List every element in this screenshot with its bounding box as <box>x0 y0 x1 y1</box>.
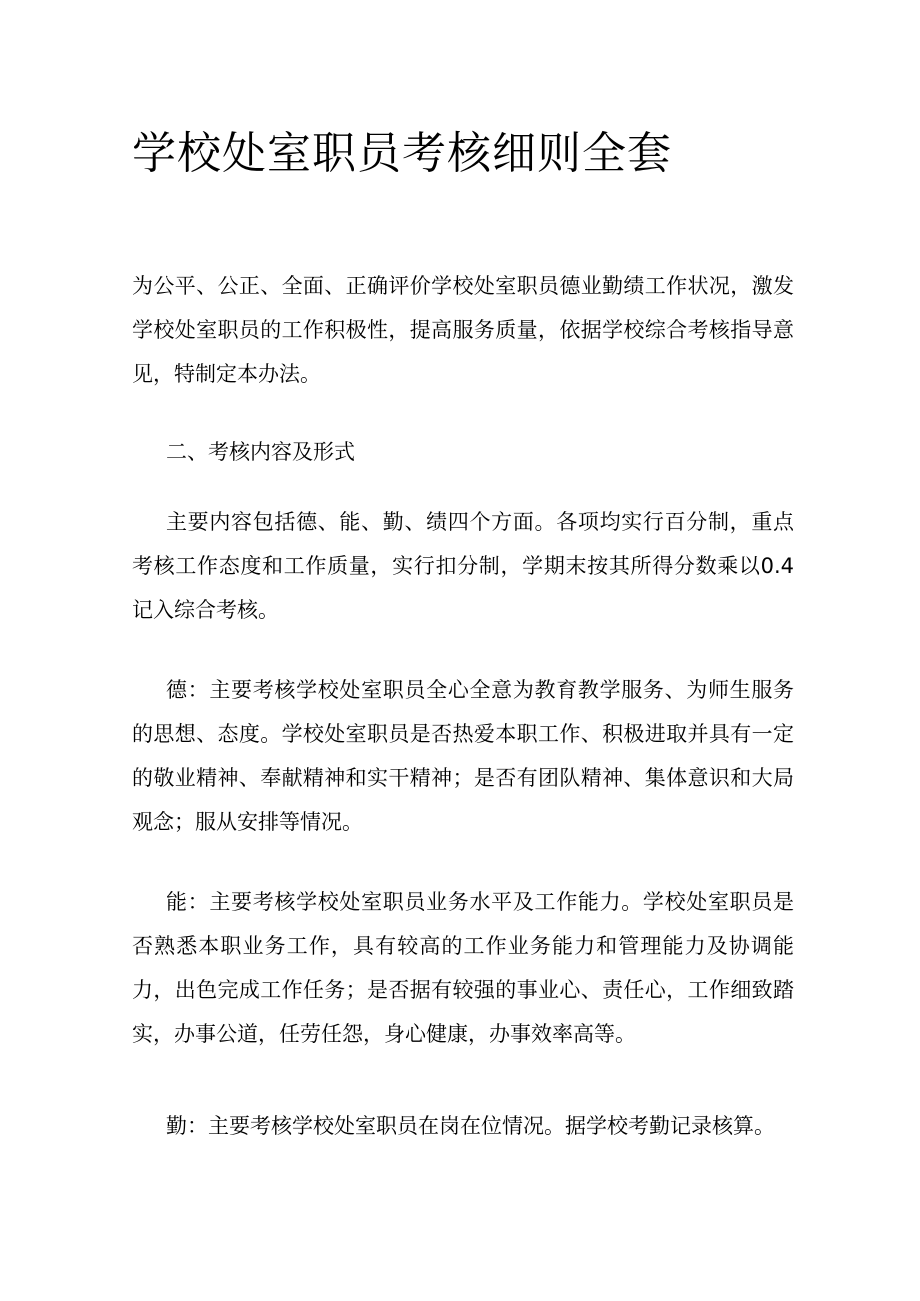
main-content-paragraph: 主要内容包括德、能、勤、绩四个方面。各项均实行百分制，重点考核工作态度和工作质量，实行扣分制，学期末按其所得分数乘以0.4记入综合考核。 <box>132 510 794 622</box>
ability-paragraph: 能：主要考核学校处室职员业务水平及工作能力。学校处室职员是否熟悉本职业务工作，具有较高的工作业务能力和管理能力及协调能力，出色完成工作任务；是否据有较强的事业心、责任心，工作细致踏实，办事公道，任劳任怨，身心健康，办事效率高等。 <box>132 890 794 1046</box>
document-title: 学校处室职员考核细则全套 <box>132 128 672 179</box>
intro-paragraph: 为公平、公正、全面、正确评价学校处室职员德业勤绩工作状况，激发学校处室职员的工作积极性，提高服务质量，依据学校综合考核指导意见，特制定本办法。 <box>132 274 794 386</box>
diligence-paragraph: 勤：主要考核学校处室职员在岗在位情况。据学校考勤记录核算。 <box>166 1114 775 1138</box>
morality-paragraph: 德：主要考核学校处室职员全心全意为教育教学服务、为师生服务的思想、态度。学校处室职员是否热爱本职工作、积极进取并具有一定的敬业精神、奉献精神和实干精神；是否有团队精神、集体意识和大局观念；服从安排等情况。 <box>132 678 794 834</box>
section-heading-assessment-content: 二、考核内容及形式 <box>166 440 355 464</box>
